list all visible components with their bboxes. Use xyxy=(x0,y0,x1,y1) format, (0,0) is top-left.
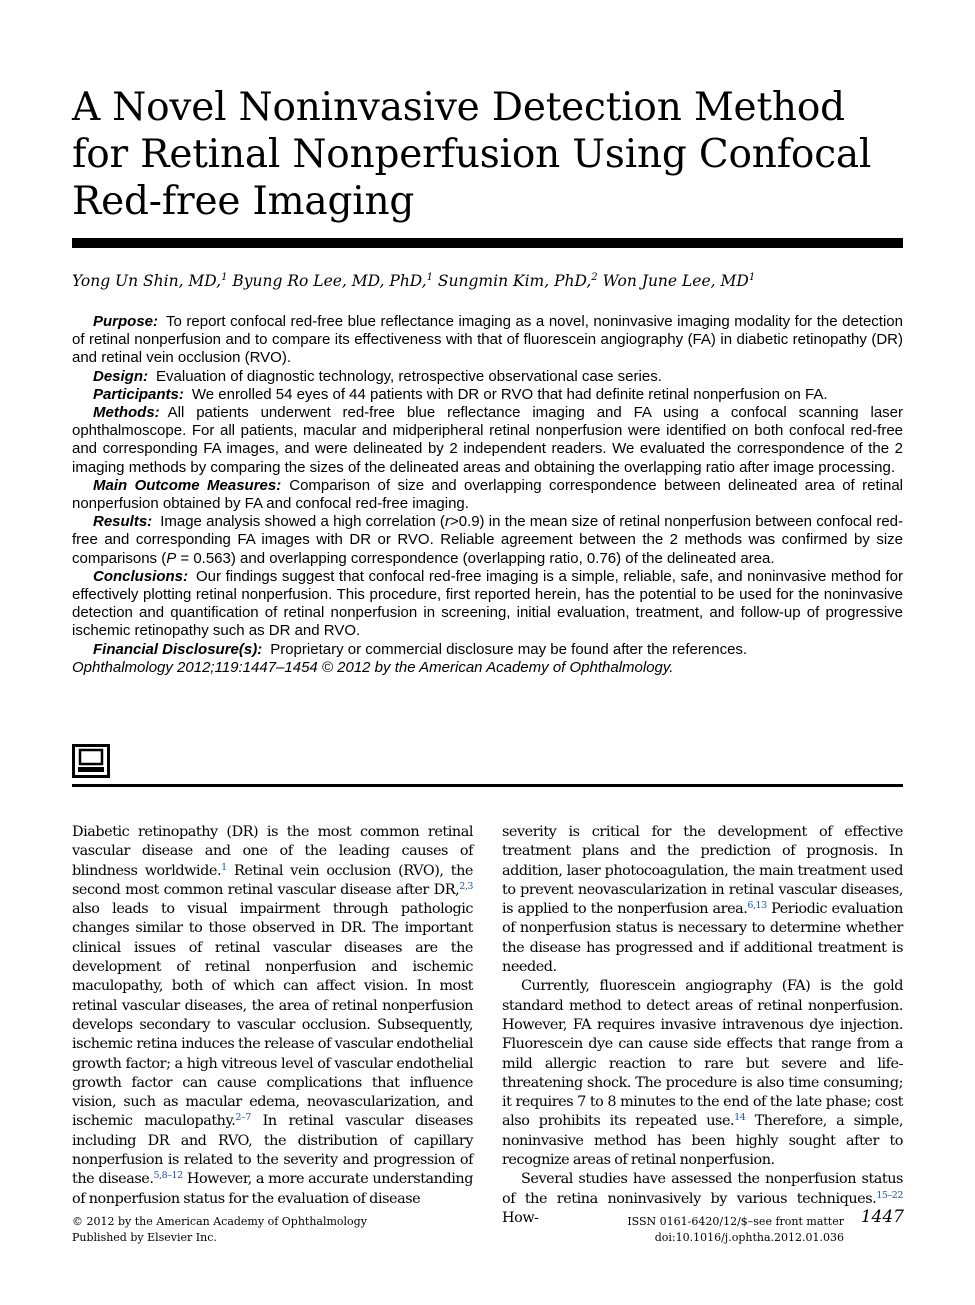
abstract-results xyxy=(72,513,903,568)
section-text: Proprietary or commercial disclosure may be found after the references. xyxy=(270,640,748,658)
body-text: also leads to visual impairment through pathologic changes similar to those observed in DR. The important clinical issues of retinal vascular diseases are the development of retinal nonperfusion and ischemic maculopathy, both of which can affect vision. In most retinal vascular diseases, the area of retinal nonperfusion develops secondary to vascular occlusion. Subsequently, ischemic retina induces the release of vascular endothelial growth factor; a high vitreous level of vascular endothelial growth factor can cause complications that influence vision, such as macular edema, neovascularization, and ischemic maculopathy. xyxy=(72,901,473,1130)
computer-monitor-icon xyxy=(72,744,110,778)
abstract-disclosure xyxy=(72,641,903,659)
body-text: How- xyxy=(502,1209,539,1226)
copyright-line: © 2012 by the American Academy of Ophthalmology xyxy=(72,1215,367,1228)
author-name: Won June Lee, MD xyxy=(602,272,749,290)
journal-citation: Ophthalmology 2012;119:1447–1454 © 2012 by the American Academy of Ophthalmology. xyxy=(72,658,674,676)
body-text: Currently, fluorescein angiography (FA) is the gold standard method to detect areas of retinal nonperfusion. However, FA requires invasive intravenous dye injection. Fluorescein dye can cause side effects that range from a mild allergic reaction to rare but severe and life-threatening shock. The procedure is also time consuming; it requires 7 to 8 minutes to the end of the late phase; cost also prohibits its repeated use. xyxy=(502,978,903,1130)
abstract-methods xyxy=(72,404,903,477)
body-column-right xyxy=(502,823,903,1228)
section-label: Design: xyxy=(93,367,149,385)
section-text: We enrolled 54 eyes of 44 patients with DR or RVO that had definite retinal nonperfusion on FA. xyxy=(191,385,828,403)
body-text: severity is critical for the development of effective treatment plans and the prediction of prognosis. In addition, laser photocoagulation, the main treatment used to prevent neovascularization in retinal vascular diseases, is applied to the nonperfusion area. xyxy=(502,824,903,918)
body-paragraph xyxy=(502,977,903,1170)
abstract-conclusions xyxy=(72,568,903,641)
author-list xyxy=(72,269,903,293)
abstract-purpose xyxy=(72,313,903,368)
footer-identifiers xyxy=(560,1214,844,1246)
title-rule xyxy=(72,238,903,248)
body-text: Periodic evaluation of nonperfusion status is necessary to determine whether the disease has progressed and if additional treatment is needed. xyxy=(502,901,903,976)
body-paragraph xyxy=(72,823,473,1209)
affiliation-marker: 1 xyxy=(748,272,756,283)
reference-link[interactable]: 2–7 xyxy=(235,1112,251,1124)
body-column-left xyxy=(72,823,473,1209)
reference-link[interactable]: 5,8–12 xyxy=(153,1170,183,1182)
doi-line[interactable]: doi:10.1016/j.ophtha.2012.01.036 xyxy=(654,1231,844,1244)
author-name: Yong Un Shin, MD, xyxy=(72,272,222,290)
body-text: Several studies have assessed the nonperfusion status of the retina noninvasively by various techniques. xyxy=(502,1171,903,1207)
section-text: Our findings suggest that confocal red-free imaging is a simple, reliable, safe, and noninvasive method for effectively plotting retinal nonperfusion. This procedure, first reported herein, has the potential to be used for the noninvasive detection and quantification of retinal nonperfusion in screening, initial evaluation, treatment, and follow-up of progressive ischemic retinopathy such as DR and RVO. xyxy=(72,567,903,640)
section-label: Results: xyxy=(93,513,153,531)
section-label: Purpose: xyxy=(93,313,159,330)
reference-link[interactable]: 1 xyxy=(221,861,227,873)
reference-link[interactable]: 14 xyxy=(734,1112,746,1124)
author-name: Byung Ro Lee, MD, PhD, xyxy=(232,272,427,290)
section-label: Participants: xyxy=(93,385,184,403)
author-name: Sungmin Kim, PhD, xyxy=(437,272,592,290)
affiliation-marker: 1 xyxy=(221,272,228,283)
abstract-participants xyxy=(72,386,903,404)
abstract-outcome xyxy=(72,477,903,513)
section-text: = 0.563) and overlapping correspondence (overlapping ratio, 0.76) of the delineated area. xyxy=(176,549,775,567)
section-label: Conclusions: xyxy=(93,567,189,585)
stat-symbol: r xyxy=(444,513,450,531)
body-text: However, a more accurate understanding of nonperfusion status for the evaluation of disease xyxy=(72,1171,473,1207)
issn-line: ISSN 0161-6420/12/$–see front matter xyxy=(627,1215,844,1228)
section-label: Main Outcome Measures: xyxy=(93,476,282,494)
section-text: Evaluation of diagnostic technology, retrospective observational case series. xyxy=(156,367,662,385)
stat-symbol: P xyxy=(166,549,177,567)
section-text: Comparison of size and overlapping correspondence between delineated area of retinal nonperfusion obtained by FA and confocal red-free imaging. xyxy=(72,476,903,513)
reference-link[interactable]: 6,13 xyxy=(747,900,767,912)
section-text: Image analysis showed a high correlation ( xyxy=(160,513,445,531)
section-text: >0.9) in the mean size of retinal nonperfusion between confocal red-free and corresponding FA images with DR or RVO. Reliable agreement between the 2 methods was confirmed by size comparisons ( xyxy=(72,513,903,567)
reference-link[interactable]: 15–22 xyxy=(876,1189,903,1201)
section-label: Financial Disclosure(s): xyxy=(93,640,263,658)
body-text: Therefore, a simple, noninvasive method has been highly sought after to recognize areas of retinal nonperfusion. xyxy=(502,1113,903,1169)
abstract-design xyxy=(72,368,903,386)
page-number: 1447 xyxy=(860,1207,904,1227)
footer-copyright xyxy=(72,1214,472,1246)
body-text: In retinal vascular diseases including DR and RVO, the distribution of capillary nonperfusion is related to the severity and progression of the disease. xyxy=(72,1113,473,1188)
abstract xyxy=(72,313,903,677)
body-text: Diabetic retinopathy (DR) is the most common retinal vascular disease and one of the leading causes of blindness worldwide. xyxy=(72,824,473,879)
article-title: A Novel Noninvasive Detection Method for Retinal Nonperfusion Using Confocal Red-free Imaging xyxy=(72,85,872,224)
affiliation-marker: 2 xyxy=(591,272,598,283)
section-label: Methods: xyxy=(93,404,160,422)
publisher-line: Published by Elsevier Inc. xyxy=(72,1231,217,1244)
section-text: To report confocal red-free blue reflectance imaging as a novel, noninvasive imaging modality for the detection of retinal nonperfusion and to compare its effectiveness with that of fluorescein angiography (FA) in diabetic retinopathy (DR) and retinal vein occlusion (RVO). xyxy=(72,313,903,367)
reference-link[interactable]: 2,3 xyxy=(459,880,473,892)
section-text: All patients underwent red-free blue reflectance imaging and FA using a confocal scanning laser ophthalmoscope. For all patients, macular and midperipheral retinal nonperfusion were identified on both confocal red-free and corresponding FA images, and were delineated by 2 independent readers. We evaluated the correspondence of the 2 imaging methods by comparing the sizes of the delineated areas and obtaining the overlapping ratio after image processing. xyxy=(72,404,903,476)
affiliation-marker: 1 xyxy=(426,272,433,283)
abstract-rule xyxy=(72,784,903,787)
body-text: Retinal vein occlusion (RVO), the second most common retinal vascular disease after DR, xyxy=(72,862,473,898)
body-paragraph xyxy=(502,823,903,977)
